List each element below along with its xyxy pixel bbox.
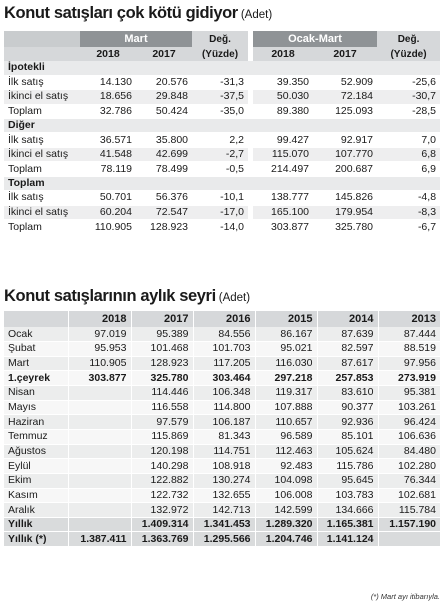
- cell-value: 115.786: [317, 459, 378, 474]
- cell-value: 1.295.566: [193, 532, 255, 547]
- cell-mart-2018: 60.204: [80, 205, 136, 220]
- row-label: Mart: [4, 356, 68, 371]
- cell-value: 1.289.320: [255, 517, 317, 532]
- cell-value: 132.655: [193, 488, 255, 503]
- cell-value: 110.657: [255, 415, 317, 430]
- table-row: [4, 503, 440, 518]
- row-label: Temmuz: [4, 429, 68, 444]
- header-ocak-mart: Ocak-Mart: [253, 31, 377, 47]
- header-year: 2013: [378, 311, 440, 327]
- cell-value: 85.101: [317, 429, 378, 444]
- cell-value: 106.187: [193, 415, 255, 430]
- cell-ocak-mart-2018: 99.427: [253, 133, 313, 148]
- cell-value: 297.218: [255, 371, 317, 386]
- row-label: Yıllık: [4, 517, 68, 532]
- cell-mart-2017: 50.424: [136, 104, 192, 119]
- cell-value: 83.610: [317, 386, 378, 401]
- cell-value: 114.800: [193, 400, 255, 415]
- cell-mart-2018: 41.548: [80, 147, 136, 162]
- table-row: [4, 356, 440, 371]
- cell-value: 1.157.190: [378, 517, 440, 532]
- table-row: [4, 327, 440, 342]
- cell-mart-change: -0,5: [192, 162, 248, 177]
- cell-value: 108.918: [193, 459, 255, 474]
- cell-ocak-mart-change: -30,7: [377, 90, 440, 105]
- header-year: 2014: [317, 311, 378, 327]
- cell-value: 122.732: [131, 488, 193, 503]
- cell-value: 1.363.769: [131, 532, 193, 547]
- cell-value: 303.464: [193, 371, 255, 386]
- cell-value: 116.030: [255, 356, 317, 371]
- cell-value: 1.409.314: [131, 517, 193, 532]
- header-year: 2017: [313, 47, 377, 61]
- footnote: (*) Mart ayı itibarıyla.: [370, 592, 440, 601]
- header-year: 2015: [255, 311, 317, 327]
- cell-value: 132.972: [131, 503, 193, 518]
- table-row: [4, 104, 440, 119]
- header-mart: Mart: [80, 31, 192, 47]
- cell-value: 1.204.746: [255, 532, 317, 547]
- row-label: Yıllık (*): [4, 532, 68, 547]
- cell-value: 257.853: [317, 371, 378, 386]
- cell-mart-change: -2,7: [192, 147, 248, 162]
- cell-value: [68, 415, 131, 430]
- cell-value: 95.953: [68, 342, 131, 357]
- table-row: [4, 133, 440, 148]
- cell-mart-2018: 18.656: [80, 90, 136, 105]
- cell-value: [68, 488, 131, 503]
- section-title: İpotekli: [4, 61, 440, 75]
- cell-ocak-mart-2018: 138.777: [253, 191, 313, 206]
- header-year: 2018: [80, 47, 136, 61]
- cell-value: 1.387.411: [68, 532, 131, 547]
- cell-ocak-mart-2018: 214.497: [253, 162, 313, 177]
- header-change-mart: Değ.: [192, 31, 248, 47]
- row-label: Haziran: [4, 415, 68, 430]
- cell-value: [68, 444, 131, 459]
- cell-value: 115.784: [378, 503, 440, 518]
- cell-value: 96.589: [255, 429, 317, 444]
- cell-value: 101.468: [131, 342, 193, 357]
- cell-mart-2017: 128.923: [136, 220, 192, 235]
- header-change-unit: (Yüzde): [377, 47, 440, 61]
- title-main: Konut satışlarının aylık seyri: [4, 287, 216, 305]
- cell-value: [68, 503, 131, 518]
- cell-ocak-mart-change: 6,8: [377, 147, 440, 162]
- cell-ocak-mart-2018: 165.100: [253, 205, 313, 220]
- cell-mart-change: -35,0: [192, 104, 248, 119]
- cell-value: 106.636: [378, 429, 440, 444]
- cell-value: 1.341.453: [193, 517, 255, 532]
- cell-mart-2017: 72.547: [136, 205, 192, 220]
- table-row: [4, 444, 440, 459]
- cell-value: 87.444: [378, 327, 440, 342]
- cell-ocak-mart-change: -25,6: [377, 75, 440, 90]
- table-row: [4, 205, 440, 220]
- row-label: İkinci el satış: [4, 205, 80, 220]
- cell-mart-2018: 78.119: [80, 162, 136, 177]
- cell-value: [68, 459, 131, 474]
- cell-mart-2018: 14.130: [80, 75, 136, 90]
- row-label: Mayıs: [4, 400, 68, 415]
- header-blank: [4, 311, 68, 327]
- row-label: 1.çeyrek: [4, 371, 68, 386]
- row-label: İlk satış: [4, 191, 80, 206]
- header-year: 2016: [193, 311, 255, 327]
- cell-value: 87.639: [317, 327, 378, 342]
- cell-value: [68, 473, 131, 488]
- cell-ocak-mart-2018: 50.030: [253, 90, 313, 105]
- row-label: Nisan: [4, 386, 68, 401]
- table-row: [4, 90, 440, 105]
- cell-value: 76.344: [378, 473, 440, 488]
- cell-value: 95.021: [255, 342, 317, 357]
- section-title: Diğer: [4, 119, 440, 133]
- section-row: [4, 61, 440, 75]
- cell-value: 92.483: [255, 459, 317, 474]
- cell-value: 81.343: [193, 429, 255, 444]
- row-label: İlk satış: [4, 75, 80, 90]
- cell-value: 103.261: [378, 400, 440, 415]
- header-year: 2018: [68, 311, 131, 327]
- cell-mart-2018: 32.786: [80, 104, 136, 119]
- cell-ocak-mart-2018: 115.070: [253, 147, 313, 162]
- cell-ocak-mart-2018: 303.877: [253, 220, 313, 235]
- cell-value: 103.783: [317, 488, 378, 503]
- row-label: İlk satış: [4, 133, 80, 148]
- header-year: 2018: [253, 47, 313, 61]
- cell-value: 95.389: [131, 327, 193, 342]
- table-row: [4, 459, 440, 474]
- cell-mart-2017: 42.699: [136, 147, 192, 162]
- cell-value: 120.198: [131, 444, 193, 459]
- cell-value: 303.877: [68, 371, 131, 386]
- cell-mart-change: -17,0: [192, 205, 248, 220]
- cell-value: 86.167: [255, 327, 317, 342]
- cell-value: 273.919: [378, 371, 440, 386]
- cell-value: 88.519: [378, 342, 440, 357]
- cell-value: 92.936: [317, 415, 378, 430]
- cell-ocak-mart-change: 7,0: [377, 133, 440, 148]
- table-row: [4, 415, 440, 430]
- header-blank: [4, 31, 80, 47]
- cell-value: 104.098: [255, 473, 317, 488]
- cell-value: 122.882: [131, 473, 193, 488]
- section-title: Toplam: [4, 177, 440, 191]
- cell-value: 117.205: [193, 356, 255, 371]
- row-label: Kasım: [4, 488, 68, 503]
- cell-value: 1.141.124: [317, 532, 378, 547]
- cell-ocak-mart-change: -4,8: [377, 191, 440, 206]
- section-row: [4, 177, 440, 191]
- cell-ocak-mart-2017: 145.826: [313, 191, 377, 206]
- cell-value: 116.558: [131, 400, 193, 415]
- cell-value: 97.579: [131, 415, 193, 430]
- table-row: [4, 162, 440, 177]
- cell-value: 106.348: [193, 386, 255, 401]
- cell-ocak-mart-2017: 200.687: [313, 162, 377, 177]
- cell-value: 84.480: [378, 444, 440, 459]
- table-row: [4, 429, 440, 444]
- cell-value: 106.008: [255, 488, 317, 503]
- cell-value: 142.713: [193, 503, 255, 518]
- header-year: 2017: [131, 311, 193, 327]
- table-row: [4, 473, 440, 488]
- cell-value: 95.645: [317, 473, 378, 488]
- cell-value: 110.905: [68, 356, 131, 371]
- cell-ocak-mart-2017: 92.917: [313, 133, 377, 148]
- table-row: [4, 342, 440, 357]
- table-row: [4, 400, 440, 415]
- cell-value: 87.617: [317, 356, 378, 371]
- cell-value: 1.165.381: [317, 517, 378, 532]
- cell-value: 82.597: [317, 342, 378, 357]
- monthly-table: [4, 311, 440, 547]
- row-label: Ağustos: [4, 444, 68, 459]
- cell-mart-2017: 78.499: [136, 162, 192, 177]
- cell-value: [68, 429, 131, 444]
- cell-value: 101.703: [193, 342, 255, 357]
- cell-ocak-mart-2017: 52.909: [313, 75, 377, 90]
- cell-ocak-mart-2017: 107.770: [313, 147, 377, 162]
- cell-ocak-mart-2018: 39.350: [253, 75, 313, 90]
- table-row: [4, 191, 440, 206]
- row-label: Toplam: [4, 162, 80, 177]
- row-label: Ocak: [4, 327, 68, 342]
- title-main: Konut satışları çok kötü gidiyor: [4, 4, 238, 22]
- cell-value: 95.381: [378, 386, 440, 401]
- title-unit: (Adet): [240, 9, 273, 21]
- row-label: Ekim: [4, 473, 68, 488]
- table-row: [4, 371, 440, 386]
- cell-value: 115.869: [131, 429, 193, 444]
- row-label: Toplam: [4, 220, 80, 235]
- cell-value: [68, 517, 131, 532]
- cell-ocak-mart-2017: 325.780: [313, 220, 377, 235]
- cell-mart-2017: 56.376: [136, 191, 192, 206]
- row-label: Eylül: [4, 459, 68, 474]
- cell-value: 102.280: [378, 459, 440, 474]
- cell-value: 84.556: [193, 327, 255, 342]
- cell-mart-change: 2,2: [192, 133, 248, 148]
- cell-value: 107.888: [255, 400, 317, 415]
- cell-mart-2018: 110.905: [80, 220, 136, 235]
- cell-mart-change: -31,3: [192, 75, 248, 90]
- row-label: Aralık: [4, 503, 68, 518]
- cell-value: 114.446: [131, 386, 193, 401]
- cell-ocak-mart-2018: 89.380: [253, 104, 313, 119]
- cell-mart-change: -37,5: [192, 90, 248, 105]
- cell-mart-2018: 50.701: [80, 191, 136, 206]
- cell-value: 128.923: [131, 356, 193, 371]
- cell-value: 119.317: [255, 386, 317, 401]
- cell-ocak-mart-change: -8,3: [377, 205, 440, 220]
- cell-value: [378, 532, 440, 547]
- table-row: [4, 147, 440, 162]
- row-label: İkinci el satış: [4, 90, 80, 105]
- cell-value: 112.463: [255, 444, 317, 459]
- section-row: [4, 119, 440, 133]
- cell-value: 325.780: [131, 371, 193, 386]
- cell-value: [68, 400, 131, 415]
- cell-mart-change: -14,0: [192, 220, 248, 235]
- title-unit: (Adet): [218, 292, 251, 304]
- sales-table: [4, 31, 440, 235]
- title-konut-satislari: [4, 4, 272, 23]
- row-label: Toplam: [4, 104, 80, 119]
- cell-ocak-mart-2017: 72.184: [313, 90, 377, 105]
- cell-mart-2017: 35.800: [136, 133, 192, 148]
- table-row: [4, 517, 440, 532]
- cell-ocak-mart-change: 6,9: [377, 162, 440, 177]
- cell-ocak-mart-2017: 125.093: [313, 104, 377, 119]
- cell-value: 96.424: [378, 415, 440, 430]
- row-label: İkinci el satış: [4, 147, 80, 162]
- cell-ocak-mart-change: -6,7: [377, 220, 440, 235]
- header-change-unit: (Yüzde): [192, 47, 248, 61]
- cell-value: 90.377: [317, 400, 378, 415]
- title-aylik-seyri: [4, 287, 250, 306]
- table-row: [4, 386, 440, 401]
- cell-value: 130.274: [193, 473, 255, 488]
- cell-mart-change: -10,1: [192, 191, 248, 206]
- cell-value: 134.666: [317, 503, 378, 518]
- cell-value: 97.956: [378, 356, 440, 371]
- cell-value: 114.751: [193, 444, 255, 459]
- header-year: 2017: [136, 47, 192, 61]
- table-row: [4, 532, 440, 547]
- table-row: [4, 488, 440, 503]
- table-row: [4, 75, 440, 90]
- cell-value: 140.298: [131, 459, 193, 474]
- header-change-ocak-mart: Değ.: [377, 31, 440, 47]
- row-label: Şubat: [4, 342, 68, 357]
- cell-value: [68, 386, 131, 401]
- cell-ocak-mart-change: -28,5: [377, 104, 440, 119]
- cell-value: 97.019: [68, 327, 131, 342]
- table-row: [4, 220, 440, 235]
- cell-value: 105.624: [317, 444, 378, 459]
- cell-mart-2017: 20.576: [136, 75, 192, 90]
- cell-mart-2018: 36.571: [80, 133, 136, 148]
- cell-ocak-mart-2017: 179.954: [313, 205, 377, 220]
- cell-mart-2017: 29.848: [136, 90, 192, 105]
- cell-value: 102.681: [378, 488, 440, 503]
- cell-value: 142.599: [255, 503, 317, 518]
